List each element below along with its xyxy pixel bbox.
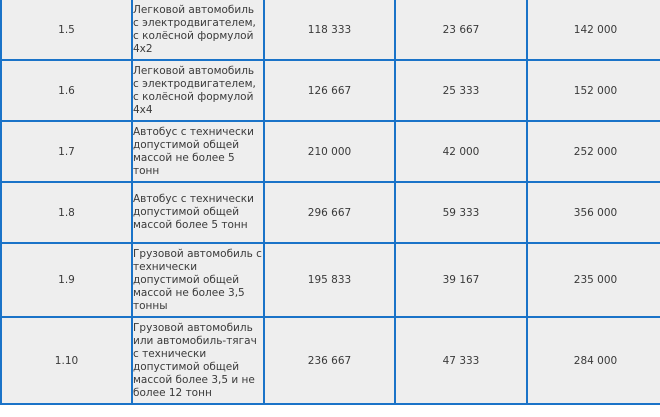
table-row	[1, 60, 660, 121]
base-amount-cell: 236 667	[264, 317, 395, 404]
row-number-cell: 1.9	[1, 243, 132, 317]
base-amount-cell: 118 333	[264, 0, 395, 60]
total-amount-cell: 152 000	[527, 60, 660, 121]
total-amount-cell: 252 000	[527, 121, 660, 182]
vehicle-category-cell: Автобус с технически допустимой общей массой более 5 тонн	[132, 182, 264, 243]
base-amount-cell: 296 667	[264, 182, 395, 243]
vat-amount-cell: 39 167	[395, 243, 527, 317]
total-amount-cell: 142 000	[527, 0, 660, 60]
row-number-cell: 1.7	[1, 121, 132, 182]
row-number-cell: 1.5	[1, 0, 132, 60]
vehicle-category-cell: Грузовой автомобиль с технически допустимой общей массой не более 3,5 тонны	[132, 243, 264, 317]
row-number-cell: 1.10	[1, 317, 132, 404]
vat-amount-cell: 25 333	[395, 60, 527, 121]
table-row	[1, 317, 660, 404]
row-number-cell: 1.8	[1, 182, 132, 243]
vehicle-category-cell: Легковой автомобиль с электродвигателем, с колёсной формулой 4x4	[132, 60, 264, 121]
total-amount-cell: 356 000	[527, 182, 660, 243]
vehicle-category-cell: Легковой автомобиль с электродвигателем, с колёсной формулой 4x2	[132, 0, 264, 60]
total-amount-cell: 235 000	[527, 243, 660, 317]
table-row	[1, 121, 660, 182]
vat-amount-cell: 23 667	[395, 0, 527, 60]
base-amount-cell: 195 833	[264, 243, 395, 317]
vat-amount-cell: 59 333	[395, 182, 527, 243]
row-number-cell: 1.6	[1, 60, 132, 121]
table-row	[1, 182, 660, 243]
vehicle-category-cell: Грузовой автомобиль или автомобиль-тягач с технически допустимой общей массой более 3,5 и не более 12 тонн	[132, 317, 264, 404]
base-amount-cell: 210 000	[264, 121, 395, 182]
base-amount-cell: 126 667	[264, 60, 395, 121]
table-row	[1, 0, 660, 60]
vehicle-category-cell: Автобус с технически допустимой общей массой не более 5 тонн	[132, 121, 264, 182]
table-row	[1, 243, 660, 317]
vat-amount-cell: 42 000	[395, 121, 527, 182]
total-amount-cell: 284 000	[527, 317, 660, 404]
vat-amount-cell: 47 333	[395, 317, 527, 404]
